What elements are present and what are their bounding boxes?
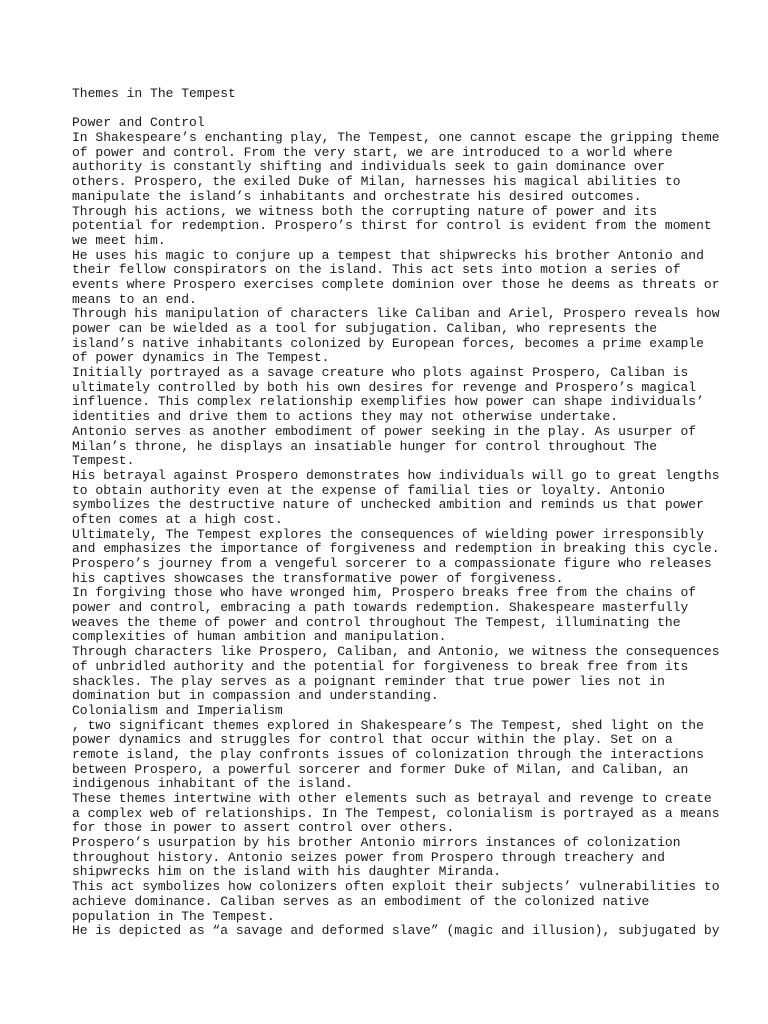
text-line: their fellow conspirators on the island. This act sets into motion a series of	[72, 262, 681, 278]
text-line: This act symbolizes how colonizers often exploit their subjects’ vulnerabilities to	[72, 879, 720, 895]
text-line: He is depicted as “a savage and deformed slave” (magic and illusion), subjugated by	[72, 923, 720, 939]
text-line: weaves the theme of power and control throughout The Tempest, illuminating the	[72, 614, 681, 630]
text-line: Through his actions, we witness both the corrupting nature of power and its	[72, 203, 658, 219]
text-line: often comes at a high cost.	[72, 511, 283, 527]
text-line: remote island, the play confronts issues of colonization through the interactions	[72, 746, 704, 762]
text-line: identities and drive them to actions they may not otherwise undertake.	[72, 409, 619, 425]
text-line: power and control, embracing a path towards redemption. Shakespeare masterfully	[72, 600, 689, 616]
text-line: Through characters like Prospero, Caliban, and Antonio, we witness the consequences	[72, 644, 720, 660]
text-line: his captives showcases the transformative power of forgiveness.	[72, 570, 564, 586]
text-line: power dynamics and struggles for control that occur within the play. Set on a	[72, 732, 673, 748]
text-line: He uses his magic to conjure up a tempest that shipwrecks his brother Antonio and	[72, 247, 704, 263]
text-line: Prospero’s journey from a vengeful sorcerer to a compassionate figure who releases	[72, 556, 712, 571]
text-line: Milan’s throne, he displays an insatiable hunger for control throughout The	[72, 438, 658, 454]
text-line: potential for redemption. Prospero’s thirst for control is evident from the moment	[72, 218, 712, 234]
text-line: symbolizes the destructive nature of unchecked ambition and reminds us that power	[72, 497, 704, 513]
text-line: power can be wielded as a tool for subjugation. Caliban, who represents the	[72, 321, 658, 336]
text-line: shackles. The play serves as a poignant reminder that true power lies not in	[72, 673, 665, 689]
text-line: complexities of human ambition and manipulation.	[72, 629, 447, 645]
text-line: Ultimately, The Tempest explores the consequences of wielding power irresponsibly	[72, 526, 704, 542]
text-line	[72, 102, 702, 117]
text-line: influence. This complex relationship exemplifies how power can shape individuals’	[72, 394, 704, 410]
text-line: ultimately controlled by both his own desires for revenge and Prospero’s magical	[72, 379, 697, 395]
text-line: to obtain authority even at the expense of familial ties or loyalty. Antonio	[72, 482, 665, 498]
text-line: , two significant themes explored in Shakespeare’s The Tempest, shed light on the	[72, 717, 704, 733]
text-line: manipulate the island’s inhabitants and orchestrate his desired outcomes.	[72, 188, 642, 204]
text-line: Through his manipulation of characters like Caliban and Ariel, Prospero reveals how	[72, 306, 720, 322]
text-line: population in The Tempest.	[72, 908, 275, 924]
text-line: island’s native inhabitants colonized by European forces, becomes a prime example	[72, 335, 704, 351]
text-line: achieve dominance. Caliban serves as an embodiment of the colonized native	[72, 893, 650, 909]
text-line: Prospero’s usurpation by his brother Antonio mirrors instances of colonization	[72, 835, 681, 851]
text-line: and emphasizes the importance of forgiveness and redemption in breaking this cycle.	[72, 541, 720, 557]
text-line: These themes intertwine with other elements such as betrayal and revenge to create	[72, 791, 712, 806]
document-body	[72, 86, 720, 939]
text-line: In Shakespeare’s enchanting play, The Tempest, one cannot escape the gripping theme	[72, 130, 720, 146]
text-line: Initially portrayed as a savage creature who plots against Prospero, Caliban is	[72, 365, 689, 381]
text-line: others. Prospero, the exiled Duke of Milan, harnesses his magical abilities to	[72, 174, 681, 190]
document-title: Themes in The Tempest	[72, 86, 236, 101]
text-line: of power and control. From the very start, we are introduced to a world where	[72, 144, 673, 160]
text-line: authority is constantly shifting and individuals seek to gain dominance over	[72, 159, 665, 175]
text-line: throughout history. Antonio seizes power from Prospero through treachery and	[72, 849, 665, 865]
text-line: events where Prospero exercises complete dominion over those he deems as threats or	[72, 276, 720, 292]
text-line: In forgiving those who have wronged him, Prospero breaks free from the chains of	[72, 585, 697, 601]
text-line: His betrayal against Prospero demonstrates how individuals will go to great lengths	[72, 467, 720, 483]
text-line: of power dynamics in The Tempest.	[72, 350, 330, 366]
text-line: between Prospero, a powerful sorcerer and former Duke of Milan, and Caliban, an	[72, 761, 689, 777]
text-line: Tempest.	[72, 453, 135, 469]
text-line: for those in power to assert control over others.	[72, 820, 455, 836]
text-line: Antonio serves as another embodiment of power seeking in the play. As usurper of	[72, 423, 697, 439]
text-line: Power and Control	[72, 115, 205, 131]
text-line: of unbridled authority and the potential for forgiveness to break free from its	[72, 658, 689, 674]
text-line: shipwrecks him on the island with his daughter Miranda.	[72, 864, 502, 880]
text-line: Colonialism and Imperialism	[72, 702, 283, 718]
text-line: means to an end.	[72, 291, 197, 307]
text-line: a complex web of relationships. In The Tempest, colonialism is portrayed as a means	[72, 805, 720, 821]
text-line: domination but in compassion and understanding.	[72, 688, 439, 704]
text-line: we meet him.	[72, 232, 166, 248]
text-line: indigenous inhabitant of the island.	[72, 776, 353, 792]
